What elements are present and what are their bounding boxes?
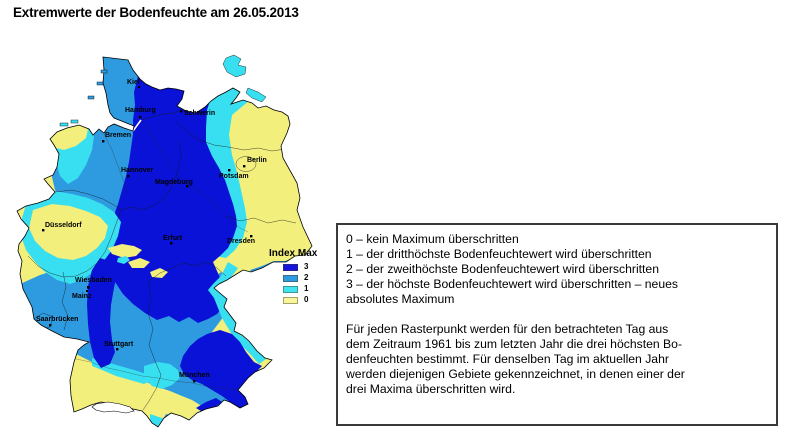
usedom-island [246,88,266,102]
legend-swatch-3 [283,264,298,271]
city-label-wiesbaden: Wiesbaden [75,277,112,284]
index-explanation-box [336,223,778,426]
method-text-1: dem Zeitraum 1961 bis zum letzten Jahr die drei höchsten Bo- [346,337,683,351]
legend-swatch-1 [283,286,298,293]
method-text-3: werden diejenigen Gebiete gekennzeichnet, in denen einer der [346,367,685,381]
city-label-magdeburg: Magdeburg [155,179,193,186]
map-legend [269,248,317,307]
city-label-duesseldorf: Düsseldorf [45,222,82,229]
legend-item-0: 0 [283,296,317,304]
method-text-0: Für jeden Rasterpunkt werden für den betrachteten Tag aus [346,322,669,336]
index-definition-3: 3 – der höchste Bodenfeuchtewert wird überschritten – neues [346,277,678,291]
index-definition-1: 1 – der dritthöchste Bodenfeuchtewert wird überschritten [346,247,652,261]
page-title: Extremwerte der Bodenfeuchte am 26.05.2013 [13,5,299,20]
method-text-4: drei Maxima überschritten wird. [346,382,516,396]
index-definition-2: 2 – der zweithöchste Bodenfeuchtewert wird überschritten [346,262,659,276]
city-label-hannover: Hannover [121,167,154,174]
legend-item-3: 3 [283,263,317,271]
city-label-schwerin: Schwerin [184,110,216,117]
ruegen-island [223,55,246,77]
index-definition-3b: absolutes Maximum [346,292,455,306]
paragraph-spacer [346,307,768,322]
city-label-erfurt: Erfurt [163,235,183,242]
legend-item-1: 1 [283,285,317,293]
city-label-stuttgart: Stuttgart [104,341,134,348]
city-label-berlin: Berlin [247,157,267,164]
city-label-hamburg: Hamburg [125,107,156,114]
legend-title: Index Max [269,248,318,259]
city-label-kiel: Kiel [127,79,140,86]
city-label-mainz: Mainz [72,293,92,300]
index-definition-0: 0 – kein Maximum überschritten [346,232,519,246]
city-label-potsdam: Potsdam [219,173,249,180]
legend-item-2: 2 [283,274,317,282]
city-label-muenchen: München [179,372,210,379]
method-text-2: denfeuchten bestimmt. Für denselben Tag im aktuellen Jahr [346,352,669,366]
city-label-bremen: Bremen [105,132,132,139]
map-fill-regions [0,40,330,445]
legend-swatch-0 [283,297,298,304]
city-label-dresden: Dresden [227,238,256,245]
legend-swatch-2 [283,275,298,282]
city-label-saarbruecken: Saarbrücken [36,316,79,323]
